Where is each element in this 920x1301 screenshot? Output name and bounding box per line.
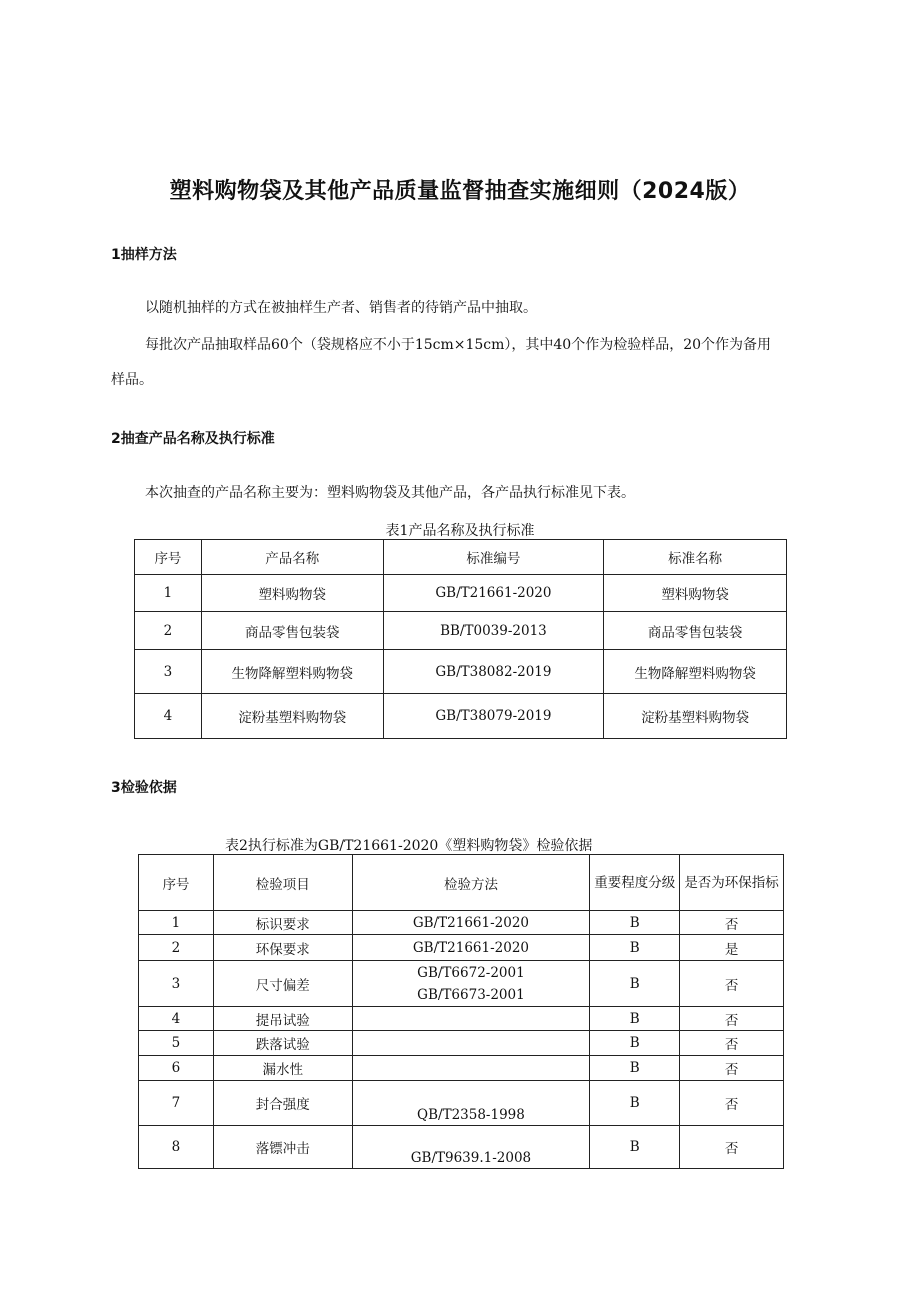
table-cell [352,1031,590,1056]
section-2-heading: 2抽查产品名称及执行标准 [111,431,275,447]
table-cell: 提吊试验 [213,1007,352,1031]
section-1-heading: 1抽样方法 [111,247,177,263]
table-cell: B [590,1126,680,1169]
table-cell: 生物降解塑料购物袋 [201,650,383,694]
table-cell: B [590,1056,680,1081]
table-row [135,694,787,739]
section-1-para-2-line-1: 每批次产品抽取样品60个（袋规格应不小于15cm×15cm），其中40个作为检验样品，20个作为备用 [145,337,772,353]
table-cell: B [590,911,680,935]
table-cell: 6 [139,1056,214,1081]
table-cell: 3 [139,961,214,1007]
table-cell: GB/T21661-2020 [383,575,604,612]
table-row [139,911,784,935]
table-cell: 8 [139,1126,214,1169]
section-1-para-2-line-2: 样品。 [111,372,153,388]
table-cell: BB/T0039-2013 [383,612,604,650]
table-cell: GB/T38082-2019 [383,650,604,694]
table-cell: 淀粉基塑料购物袋 [604,694,787,739]
table-1-header-cell: 序号 [135,540,202,575]
table-cell: B [590,961,680,1007]
table-cell: 4 [135,694,202,739]
table-cell: 封合强度 [213,1081,352,1126]
table-cell: 5 [139,1031,214,1056]
table-cell: 1 [135,575,202,612]
table-1-header-cell: 标准名称 [604,540,787,575]
table-cell: 塑料购物袋 [604,575,787,612]
table-cell: 1 [139,911,214,935]
table-cell: 尺寸偏差 [213,961,352,1007]
table-cell: 是 [680,935,784,961]
table-cell: B [590,1031,680,1056]
table-cell: B [590,935,680,961]
table-cell: 塑料购物袋 [201,575,383,612]
table-row [135,575,787,612]
table-cell: 生物降解塑料购物袋 [604,650,787,694]
table-1-header-cell: 产品名称 [201,540,383,575]
section-3-heading: 3检验依据 [111,780,177,796]
table-cell: 商品零售包装袋 [201,612,383,650]
table-cell: GB/T9639.1-2008 [352,1126,590,1169]
table-row [135,650,787,694]
table-cell: 7 [139,1081,214,1126]
page-title: 塑料购物袋及其他产品质量监督抽查实施细则（2024版） [169,179,751,204]
table-cell [352,1007,590,1031]
table-row [139,1007,784,1031]
table-2 [138,854,784,1169]
table-1-header-row [135,540,787,575]
table-2-header-cell: 检验项目 [213,855,352,911]
table-cell: 淀粉基塑料购物袋 [201,694,383,739]
section-2-para: 本次抽查的产品名称主要为：塑料购物袋及其他产品，各产品执行标准见下表。 [145,485,635,501]
table-2-header-cell: 是否为环保指标 [680,855,784,911]
table-row [139,1126,784,1169]
table-2-header-cell: 重要程度分级 [590,855,680,911]
table-cell: 否 [680,1007,784,1031]
table-cell: 环保要求 [213,935,352,961]
table-cell: GB/T21661-2020 [352,935,590,961]
table-1-header-cell: 标准编号 [383,540,604,575]
table-cell: 落镖冲击 [213,1126,352,1169]
table-1-caption: 表1产品名称及执行标准 [385,523,535,539]
table-2-caption: 表2执行标准为GB/T21661-2020《塑料购物袋》检验依据 [225,838,593,854]
table-row [139,1081,784,1126]
table-2-header-row [139,855,784,911]
table-row [139,961,784,1007]
table-cell [352,961,590,1007]
table-row [139,1056,784,1081]
table-cell: 否 [680,911,784,935]
section-1-para-1: 以随机抽样的方式在被抽样生产者、销售者的待销产品中抽取。 [145,300,537,316]
table-cell: 2 [139,935,214,961]
table-cell: 跌落试验 [213,1031,352,1056]
table-1 [134,539,787,739]
table-cell: 否 [680,1081,784,1126]
table-cell: B [590,1007,680,1031]
table-cell: 否 [680,1056,784,1081]
table-cell: 2 [135,612,202,650]
table-cell [352,1056,590,1081]
table-row [135,612,787,650]
table-cell: B [590,1081,680,1126]
table-cell: 标识要求 [213,911,352,935]
table-2-header-cell: 序号 [139,855,214,911]
table-cell: 3 [135,650,202,694]
table-cell: 商品零售包装袋 [604,612,787,650]
table-cell: 4 [139,1007,214,1031]
table-cell: 漏水性 [213,1056,352,1081]
table-cell: QB/T2358-1998 [352,1081,590,1126]
table-cell: 否 [680,961,784,1007]
method-line: GB/T6672-2001 [417,964,525,981]
table-row [139,1031,784,1056]
table-row [139,935,784,961]
table-cell: GB/T21661-2020 [352,911,590,935]
table-cell: 否 [680,1031,784,1056]
method-line: GB/T6673-2001 [417,986,525,1003]
table-cell: 否 [680,1126,784,1169]
table-cell: GB/T38079-2019 [383,694,604,739]
table-2-header-cell: 检验方法 [352,855,590,911]
